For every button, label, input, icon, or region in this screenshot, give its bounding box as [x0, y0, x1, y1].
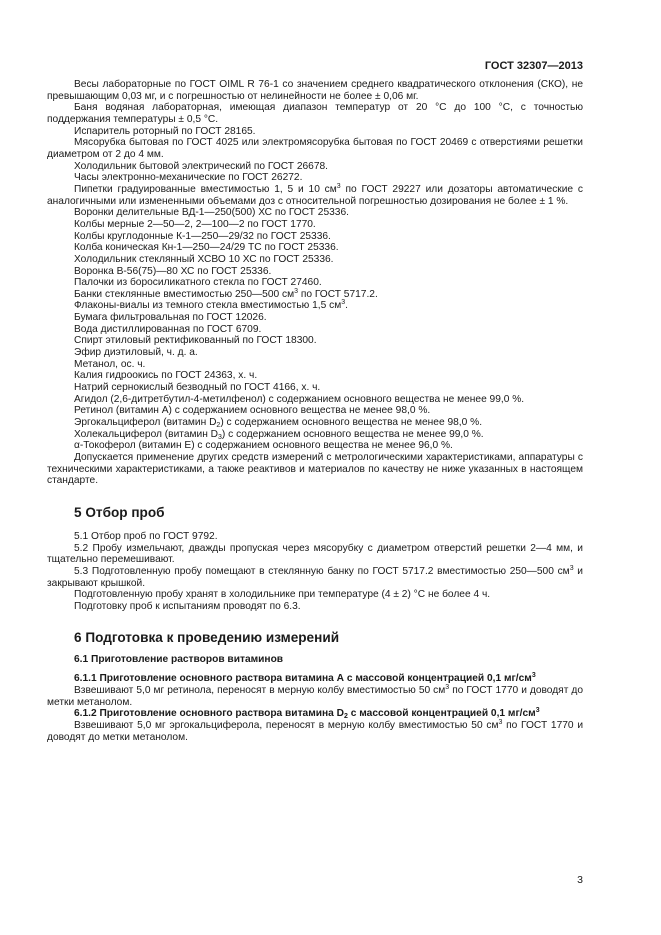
clause-5-3: 5.3 Подготовленную пробу помещают в стеклянную банку по ГОСТ 5717.2 вместимостью 250—500 $см^3$ и закрывают крышкой.	[47, 564, 583, 589]
clause-5-2: 5.2 Пробу измельчают, дважды пропуская через мясорубку с диаметром отверстий решетки 2—4 мм, и тщательно перемешивают.	[47, 542, 583, 566]
clause-6-1-1-text: Взвешивают 5,0 мг ретинола, переносят в мерную колбу вместимостью 50 $см^3$ по ГОСТ 1770 и доводят до метки метанолом.	[47, 683, 583, 708]
item-glass-rods: Палочки из боросиликатного стекла по ГОСТ 27460.	[74, 277, 322, 289]
item-agidol: Агидол (2,6-дитретбутил-4-метилфенол) с содержанием основного вещества не менее 99,0 %.	[74, 393, 525, 405]
item-evaporator: Испаритель роторный по ГОСТ 28165.	[74, 125, 256, 137]
item-round-flasks: Колбы круглодонные К-1—250—29/32 по ГОСТ 25336.	[74, 230, 331, 242]
item-allowance: Допускается применение других средств измерений с метрологическими характеристиками, аппаратуры с техническими характеристиками, а также реактивов и материалов по качеству не ниже указанных в настоящем стандарте.	[47, 452, 583, 487]
item-condenser: Холодильник стеклянный ХСВО 10 ХС по ГОСТ 25336.	[74, 253, 334, 265]
item-distilled-water: Вода дистиллированная по ГОСТ 6709.	[74, 323, 262, 335]
item-balance: Весы лабораторные по ГОСТ OIML R 76-1 со значением среднего квадратического отклонения (СКО), не превышающим 0,03 мг, и с погрешностью от нелинейности не более ± 0,06 мг.	[47, 79, 583, 102]
item-glass-jars: Банки стеклянные вместимостью 250—500 $см^3$ по ГОСТ 5717.2.	[74, 287, 378, 300]
item-ethanol: Спирт этиловый ректификованный по ГОСТ 18300.	[74, 335, 317, 347]
page-body	[47, 79, 583, 743]
item-pipettes: Пипетки градуированные вместимостью 1, 5 и 10 $см^3$ по ГОСТ 29227 или дозаторы автоматические с аналогичными или измененными объемами доз с относительной погрешностью дозирования не более ± 1 %.	[47, 182, 584, 207]
item-water-bath: Баня водяная лабораторная, имеющая диапазон температур от 20 °С до 100 °С, с точностью поддержания температуры ± 0,5 °С.	[47, 102, 583, 125]
page-number: 3	[577, 874, 583, 886]
item-tocopherol: α-Токоферол (витамин Е) с содержанием основного вещества не менее 96,0 %.	[74, 440, 453, 452]
clause-5-3-storage: Подготовленную пробу хранят в холодильнике при температуре (4 ± 2) °С не более 4 ч.	[74, 589, 491, 601]
subsection-6-1-title: 6.1 Приготовление растворов витаминов	[74, 653, 284, 665]
item-retinol: Ретинол (витамин А) с содержанием основного вещества не менее 98,0 %.	[74, 405, 431, 417]
section-6-title: 6 Подготовка к проведению измерений	[74, 629, 340, 645]
item-funnel: Воронка В-56(75)—80 ХС по ГОСТ 25336.	[74, 265, 272, 277]
item-vials: Флаконы-виалы из темного стекла вместимостью 1,5 $см^3$.	[74, 299, 348, 312]
item-volumetric-flasks: Колбы мерные 2—50—2, 2—100—2 по ГОСТ 1770.	[74, 218, 316, 230]
clause-6-1-1-title: 6.1.1 Приготовление основного раствора витамина А с массовой концентрацией 0,1 $мг/см^3$	[74, 672, 536, 685]
item-meat-grinder: Мясорубка бытовая по ГОСТ 4025 или электромясорубка бытовая по ГОСТ 20469 с отверстиями решетки диаметром от 2 до 4 мм.	[47, 137, 583, 160]
clause-5-1: 5.1 Отбор проб по ГОСТ 9792.	[74, 530, 218, 542]
item-funnels-separating: Воронки делительные ВД-1—250(500) ХС по ГОСТ 25336.	[74, 207, 349, 219]
standard-header: ГОСТ 32307—2013	[484, 60, 583, 72]
item-ergocalciferol: Эргокальциферол (витамин $D_2$) с содержанием основного вещества не менее 98,0 %.	[74, 417, 483, 430]
clause-5-3-prep: Подготовку проб к испытаниям проводят по 6.3.	[74, 600, 301, 612]
item-filter-paper: Бумага фильтровальная по ГОСТ 12026.	[74, 312, 267, 324]
item-sodium-sulfate: Натрий сернокислый безводный по ГОСТ 4166, х. ч.	[74, 382, 321, 394]
item-fridge: Холодильник бытовой электрический по ГОСТ 26678.	[74, 160, 328, 172]
item-ether: Эфир диэтиловый, ч. д. а.	[74, 347, 198, 359]
item-conical-flask: Колба коническая Кн-1—250—24/29 ТС по ГОСТ 25336.	[74, 242, 339, 254]
clause-6-1-2-text: Взвешивают 5,0 мг эргокальциферола, переносят в мерную колбу вместимостью 50 $см^3$ по ГОСТ 1770 и доводят до метки метанолом.	[47, 718, 584, 743]
item-potassium-hydroxide: Калия гидроокись по ГОСТ 24363, х. ч.	[74, 370, 258, 382]
item-cholecalciferol: Холекальциферол (витамин $D_3$) с содержанием основного вещества не менее 99,0 %.	[74, 428, 484, 441]
item-methanol: Метанол, ос. ч.	[74, 358, 146, 370]
clause-6-1-2-title: 6.1.2 Приготовление основного раствора витамина $D_2$ с массовой концентрацией 0,1 $мг/см^3$	[74, 707, 540, 721]
item-clock: Часы электронно-механические по ГОСТ 26272.	[74, 172, 303, 184]
section-5-title: 5 Отбор проб	[74, 504, 165, 520]
